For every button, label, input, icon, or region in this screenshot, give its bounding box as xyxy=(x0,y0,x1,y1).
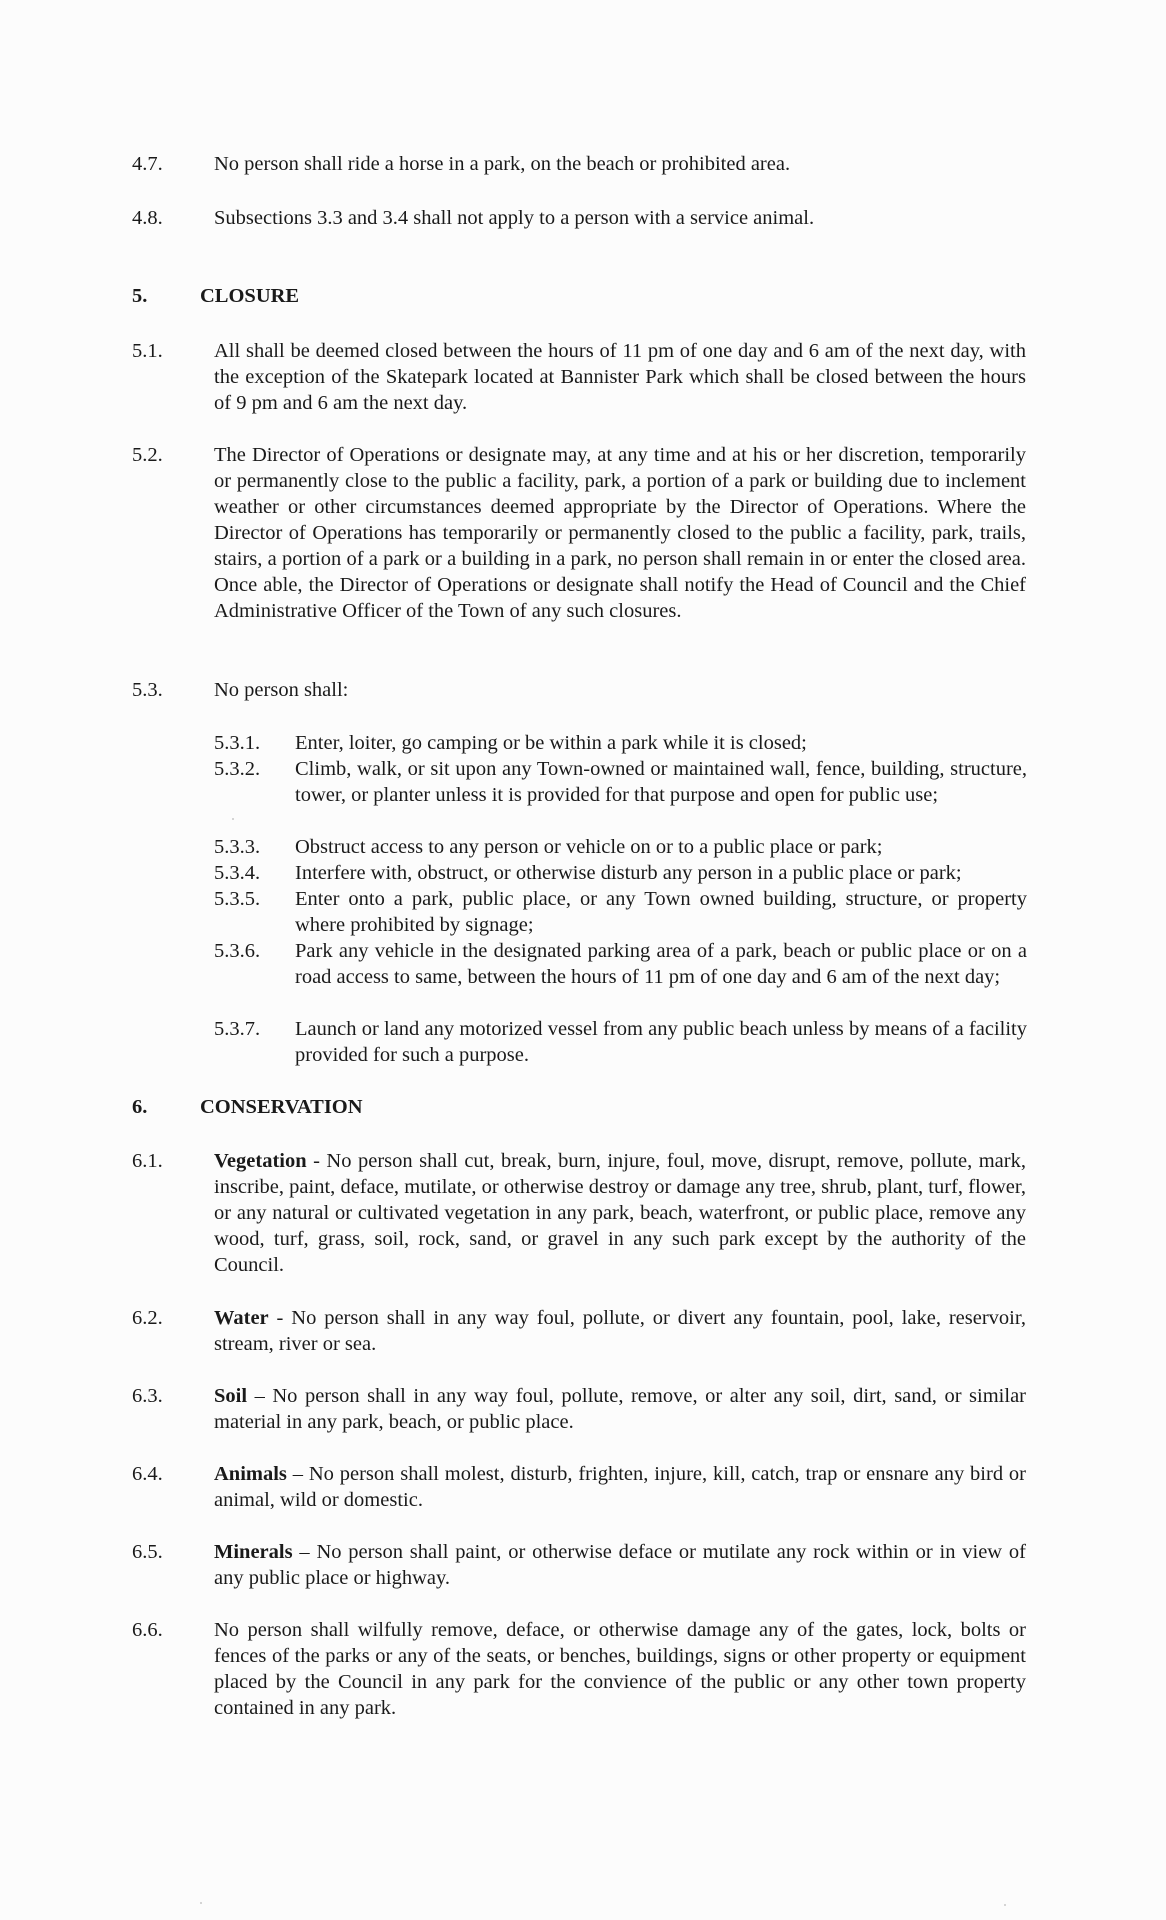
subsection-text: Enter, loiter, go camping or be within a park while it is closed; xyxy=(295,732,807,754)
section-body: - No person shall in any way foul, pollute, or divert any fountain, pool, lake, reservoir, stream, river or sea. xyxy=(214,1307,1026,1355)
section-text xyxy=(214,1305,1026,1357)
subsection-text: Park any vehicle in the designated parking area of a park, beach or public place or on a road access to same, between the hours of 11 pm of one day and 6 am of the next day; xyxy=(295,940,1027,988)
section-number: 6.6. xyxy=(132,1619,163,1641)
section-lead: Vegetation xyxy=(214,1150,307,1172)
subsection-text: Enter onto a park, public place, or any Town owned building, structure, or property where prohibited by signage; xyxy=(295,888,1027,936)
subsection-number: 5.3.3. xyxy=(214,836,261,858)
heading-number: 5. xyxy=(132,285,148,307)
section-lead: Water xyxy=(214,1307,269,1329)
section-number: 6.1. xyxy=(132,1150,163,1172)
subsection-text: Climb, walk, or sit upon any Town-owned or maintained wall, fence, building, structure, tower, or planter unless it is provided for that purpose and open for public use; xyxy=(295,758,1027,806)
section-body: – No person shall paint, or otherwise deface or mutilate any rock within or in view of any public place or highway. xyxy=(214,1541,1026,1589)
section-text: No person shall: xyxy=(214,679,349,701)
section-number: 4.7. xyxy=(132,153,163,175)
subsection-number: 5.3.7. xyxy=(214,1018,261,1040)
subsection-number: 5.3.4. xyxy=(214,862,261,884)
subsection-number: 5.3.6. xyxy=(214,940,261,962)
section-lead: Animals xyxy=(214,1463,287,1485)
section-text: No person shall ride a horse in a park, on the beach or prohibited area. xyxy=(214,153,791,175)
section-lead: Minerals xyxy=(214,1541,293,1563)
section-body: - No person shall cut, break, burn, injure, foul, move, disrupt, remove, pollute, mark, inscribe, paint, deface, mutilate, or otherwise destroy or damage any tree, shrub, plant, turf, flower, or any natural or cultivated vegetation in any park, beach, waterfront, or public place, remove any wood, turf, grass, soil, rock, sand, or gravel in any such park except by the authority of the Council. xyxy=(214,1150,1026,1276)
heading-title: CONSERVATION xyxy=(200,1096,363,1118)
section-number: 6.5. xyxy=(132,1541,163,1563)
section-text xyxy=(214,1383,1026,1435)
subsection-number: 5.3.1. xyxy=(214,732,261,754)
section-text: All shall be deemed closed between the hours of 11 pm of one day and 6 am of the next day, with the exception of the Skatepark located at Bannister Park which shall be closed between the hours of 9 pm and 6 am the next day. xyxy=(214,340,1026,414)
subsection-number: 5.3.2. xyxy=(214,758,261,780)
section-number: 6.4. xyxy=(132,1463,163,1485)
section-number: 5.1. xyxy=(132,340,163,362)
section-text: No person shall wilfully remove, deface, or otherwise damage any of the gates, lock, bolts or fences of the parks or any of the seats, or benches, buildings, signs or other property or equipment placed by the Council in any park for the convience of the public or any other town property contained in any park. xyxy=(214,1619,1026,1719)
section-number: 5.2. xyxy=(132,444,163,466)
subsection-text: Obstruct access to any person or vehicle on or to a public place or park; xyxy=(295,836,883,858)
subsection-number: 5.3.5. xyxy=(214,888,261,910)
section-text: The Director of Operations or designate may, at any time and at his or her discretion, temporarily or permanently close to the public a facility, park, a portion of a park or building due to inclement weather or other circumstances deemed appropriate by the Director of Operations. Where the Director of Operations has temporarily or permanently closed to the public a facility, park, trails, stairs, a portion of a park or a building in a park, no person shall remain in or enter the closed area. Once able, the Director of Operations or designate shall notify the Head of Council and the Chief Administrative Officer of the Town of any such closures. xyxy=(214,444,1026,622)
subsection-text: Launch or land any motorized vessel from any public beach unless by means of a facility provided for such a purpose. xyxy=(295,1018,1027,1066)
section-number: 5.3. xyxy=(132,679,163,701)
section-text xyxy=(214,1539,1026,1591)
section-text xyxy=(214,1461,1026,1513)
section-body: – No person shall molest, disturb, frighten, injure, kill, catch, trap or ensnare any bird or animal, wild or domestic. xyxy=(214,1463,1026,1511)
section-number: 4.8. xyxy=(132,207,163,229)
scan-speck xyxy=(200,1902,202,1904)
subsection-text: Interfere with, obstruct, or otherwise disturb any person in a public place or park; xyxy=(295,862,962,884)
section-number: 6.3. xyxy=(132,1385,163,1407)
section-text xyxy=(214,1148,1026,1278)
scan-speck xyxy=(232,818,234,820)
section-number: 6.2. xyxy=(132,1307,163,1329)
section-body: – No person shall in any way foul, pollute, remove, or alter any soil, dirt, sand, or similar material in any park, beach, or public place. xyxy=(214,1385,1026,1433)
heading-title: CLOSURE xyxy=(200,285,300,307)
section-text: Subsections 3.3 and 3.4 shall not apply to a person with a service animal. xyxy=(214,207,815,229)
scan-speck xyxy=(1004,1904,1006,1906)
section-lead: Soil xyxy=(214,1385,248,1407)
heading-number: 6. xyxy=(132,1096,148,1118)
